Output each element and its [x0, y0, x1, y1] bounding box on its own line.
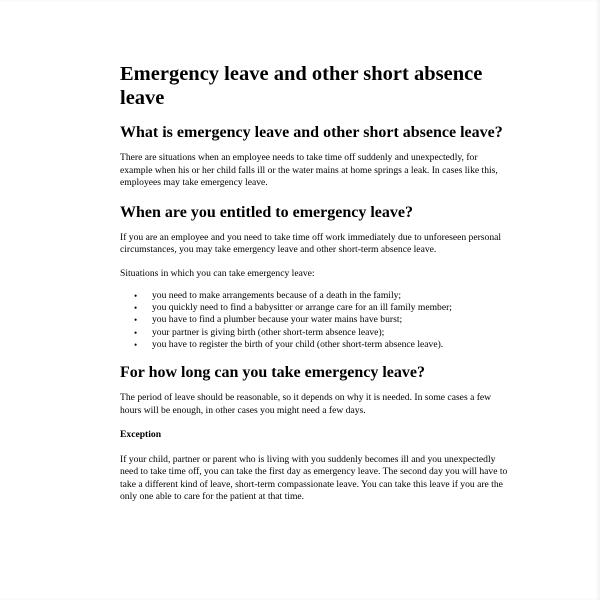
list-item [120, 302, 510, 314]
section-heading-when: When are you entitled to emergency leave? [120, 203, 413, 221]
list-item-text: you have to register the birth of your child (other short-term absence leave). [152, 338, 444, 350]
bullet-icon: • [134, 315, 138, 326]
bullet-icon: • [134, 339, 138, 350]
section-heading-what: What is emergency leave and other short absence leave? [120, 124, 503, 141]
list-item [120, 314, 510, 326]
bullet-icon: • [134, 327, 138, 338]
exception-paragraph: If your child, partner or parent who is living with you suddenly becomes ill and you unexpectedly need to take time off, you can take the first day as emergency leave. The second day you will have to take a different kind of leave, short-term compassionate leave. You can take this leave if you are the only one able to care for the patient at that time. [120, 453, 508, 503]
bullet-icon: • [134, 291, 138, 301]
list-item-text: you need to make arrangements because of a death in the family; [152, 290, 402, 301]
document-content [120, 62, 510, 504]
list-item-text: your partner is giving birth (other short-term absence leave); [152, 326, 385, 338]
document-title: Emergency leave and other short absence leave [120, 63, 483, 109]
section-paragraph-when: If you are an employee and you need to take time off work immediately due to unforeseen personal circumstances, you may take emergency leave and other short-term absence leave. [120, 231, 502, 255]
section-heading-how-long: For how long can you take emergency leave? [120, 364, 425, 382]
list-item-text: you have to find a plumber because your water mains have burst; [152, 314, 403, 326]
list-item [120, 339, 510, 351]
exception-label: Exception [120, 429, 162, 441]
section-paragraph-what: There are situations when an employee needs to take time off suddenly and unexpectedly, for example when his or her child falls ill or the water mains at home springs a leak. In cases like this, employees may take emergency leave. [120, 152, 498, 188]
section-paragraph-how-long: The period of leave should be reasonable, so it depends on why it is needed. In some cases a few hours will be enough, in other cases you might need a few days. [120, 392, 492, 416]
list-item [120, 327, 510, 339]
list-item-text: you quickly need to find a babysitter or arrange care for an ill family member; [152, 302, 452, 314]
situations-intro: Situations in which you can take emergency leave: [120, 267, 315, 279]
list-item [120, 290, 510, 302]
situations-list [120, 290, 510, 351]
bullet-icon: • [134, 303, 138, 314]
